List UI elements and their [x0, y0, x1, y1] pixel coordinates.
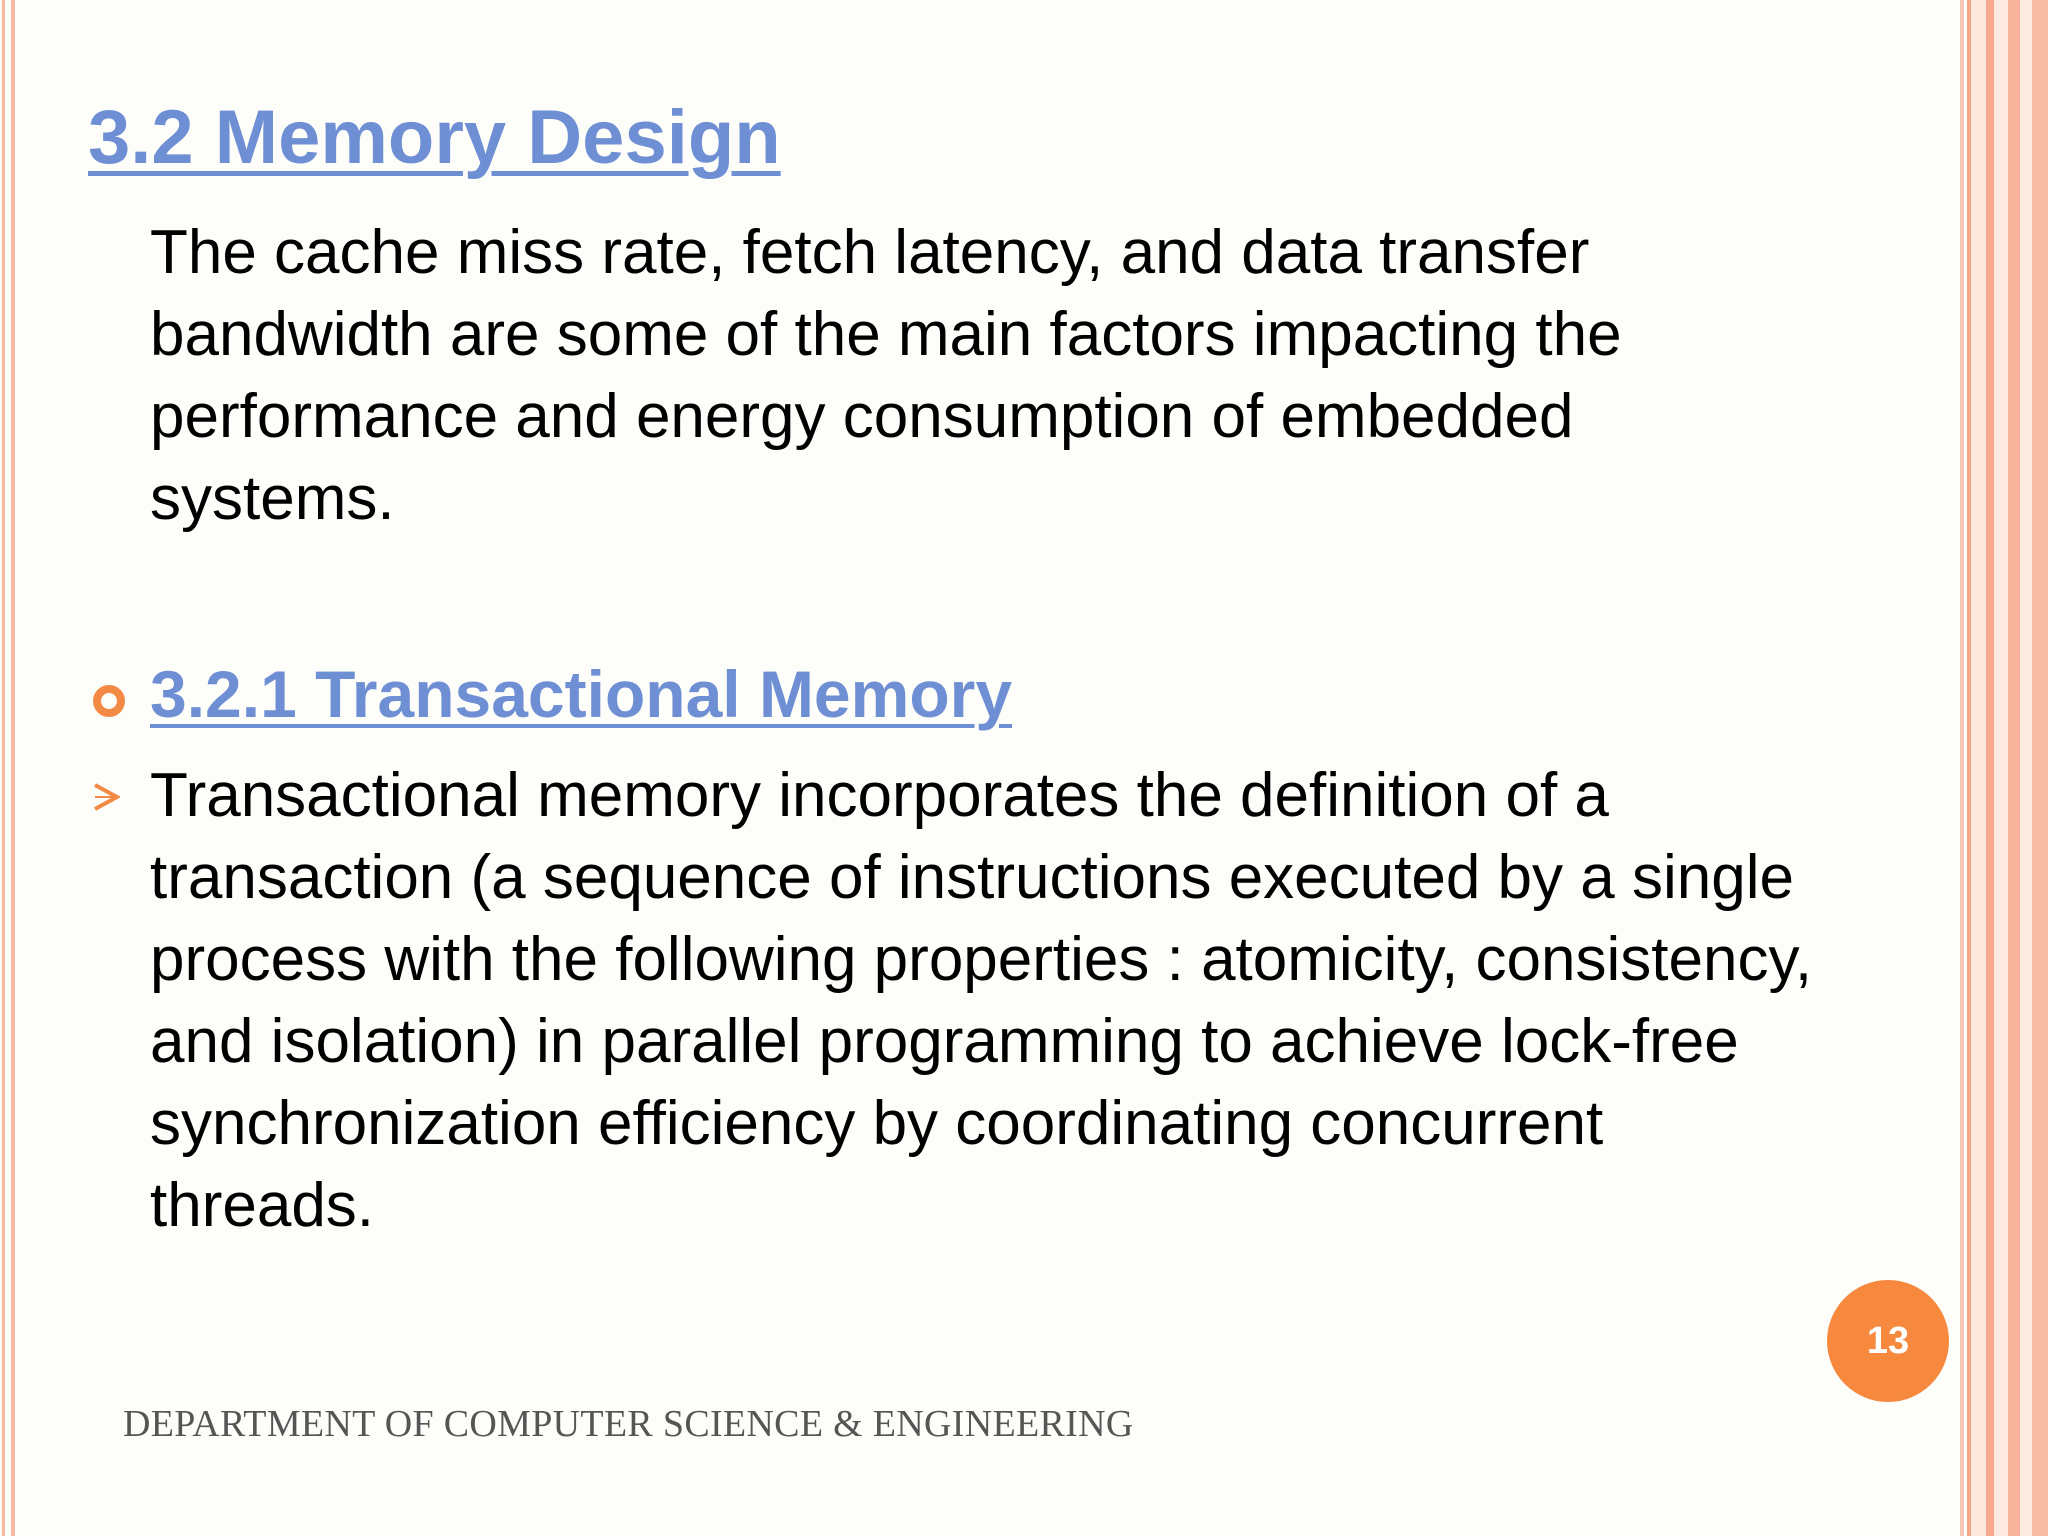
left-border-line — [2, 0, 5, 1536]
right-border-stripe — [2020, 0, 2032, 1536]
page-number-badge: 13 — [1827, 1280, 1949, 1402]
left-border-line — [11, 0, 15, 1536]
right-border-stripe — [2032, 0, 2048, 1536]
intro-paragraph: The cache miss rate, fetch latency, and data transfer bandwidth are some of the main factors impacting the performance and energy consumption of embedded systems. — [150, 218, 1622, 533]
subsection-title: 3.2.1 Transactional Memory — [150, 657, 1013, 731]
right-border-stripe — [1994, 0, 2008, 1536]
footer-department: DEPARTMENT OF COMPUTER SCIENCE & ENGINEERING — [123, 1403, 1134, 1445]
right-border-stripe — [2008, 0, 2020, 1536]
subsection-bullet-text: Transactional memory incorporates the definition of a transaction (a sequence of instructions executed by a single process with the following properties : atomicity, consistency, and isolation) in parallel programming to achieve lock-free synchronization efficiency by coordinating concurrent threads. — [150, 761, 1813, 1240]
right-border-stripe — [1986, 0, 1994, 1536]
slide-title: 3.2 Memory Design — [88, 95, 781, 180]
circle-bullet-icon — [93, 685, 125, 717]
right-border-stripe — [1971, 0, 1986, 1536]
arrow-bullet-icon — [92, 782, 120, 812]
